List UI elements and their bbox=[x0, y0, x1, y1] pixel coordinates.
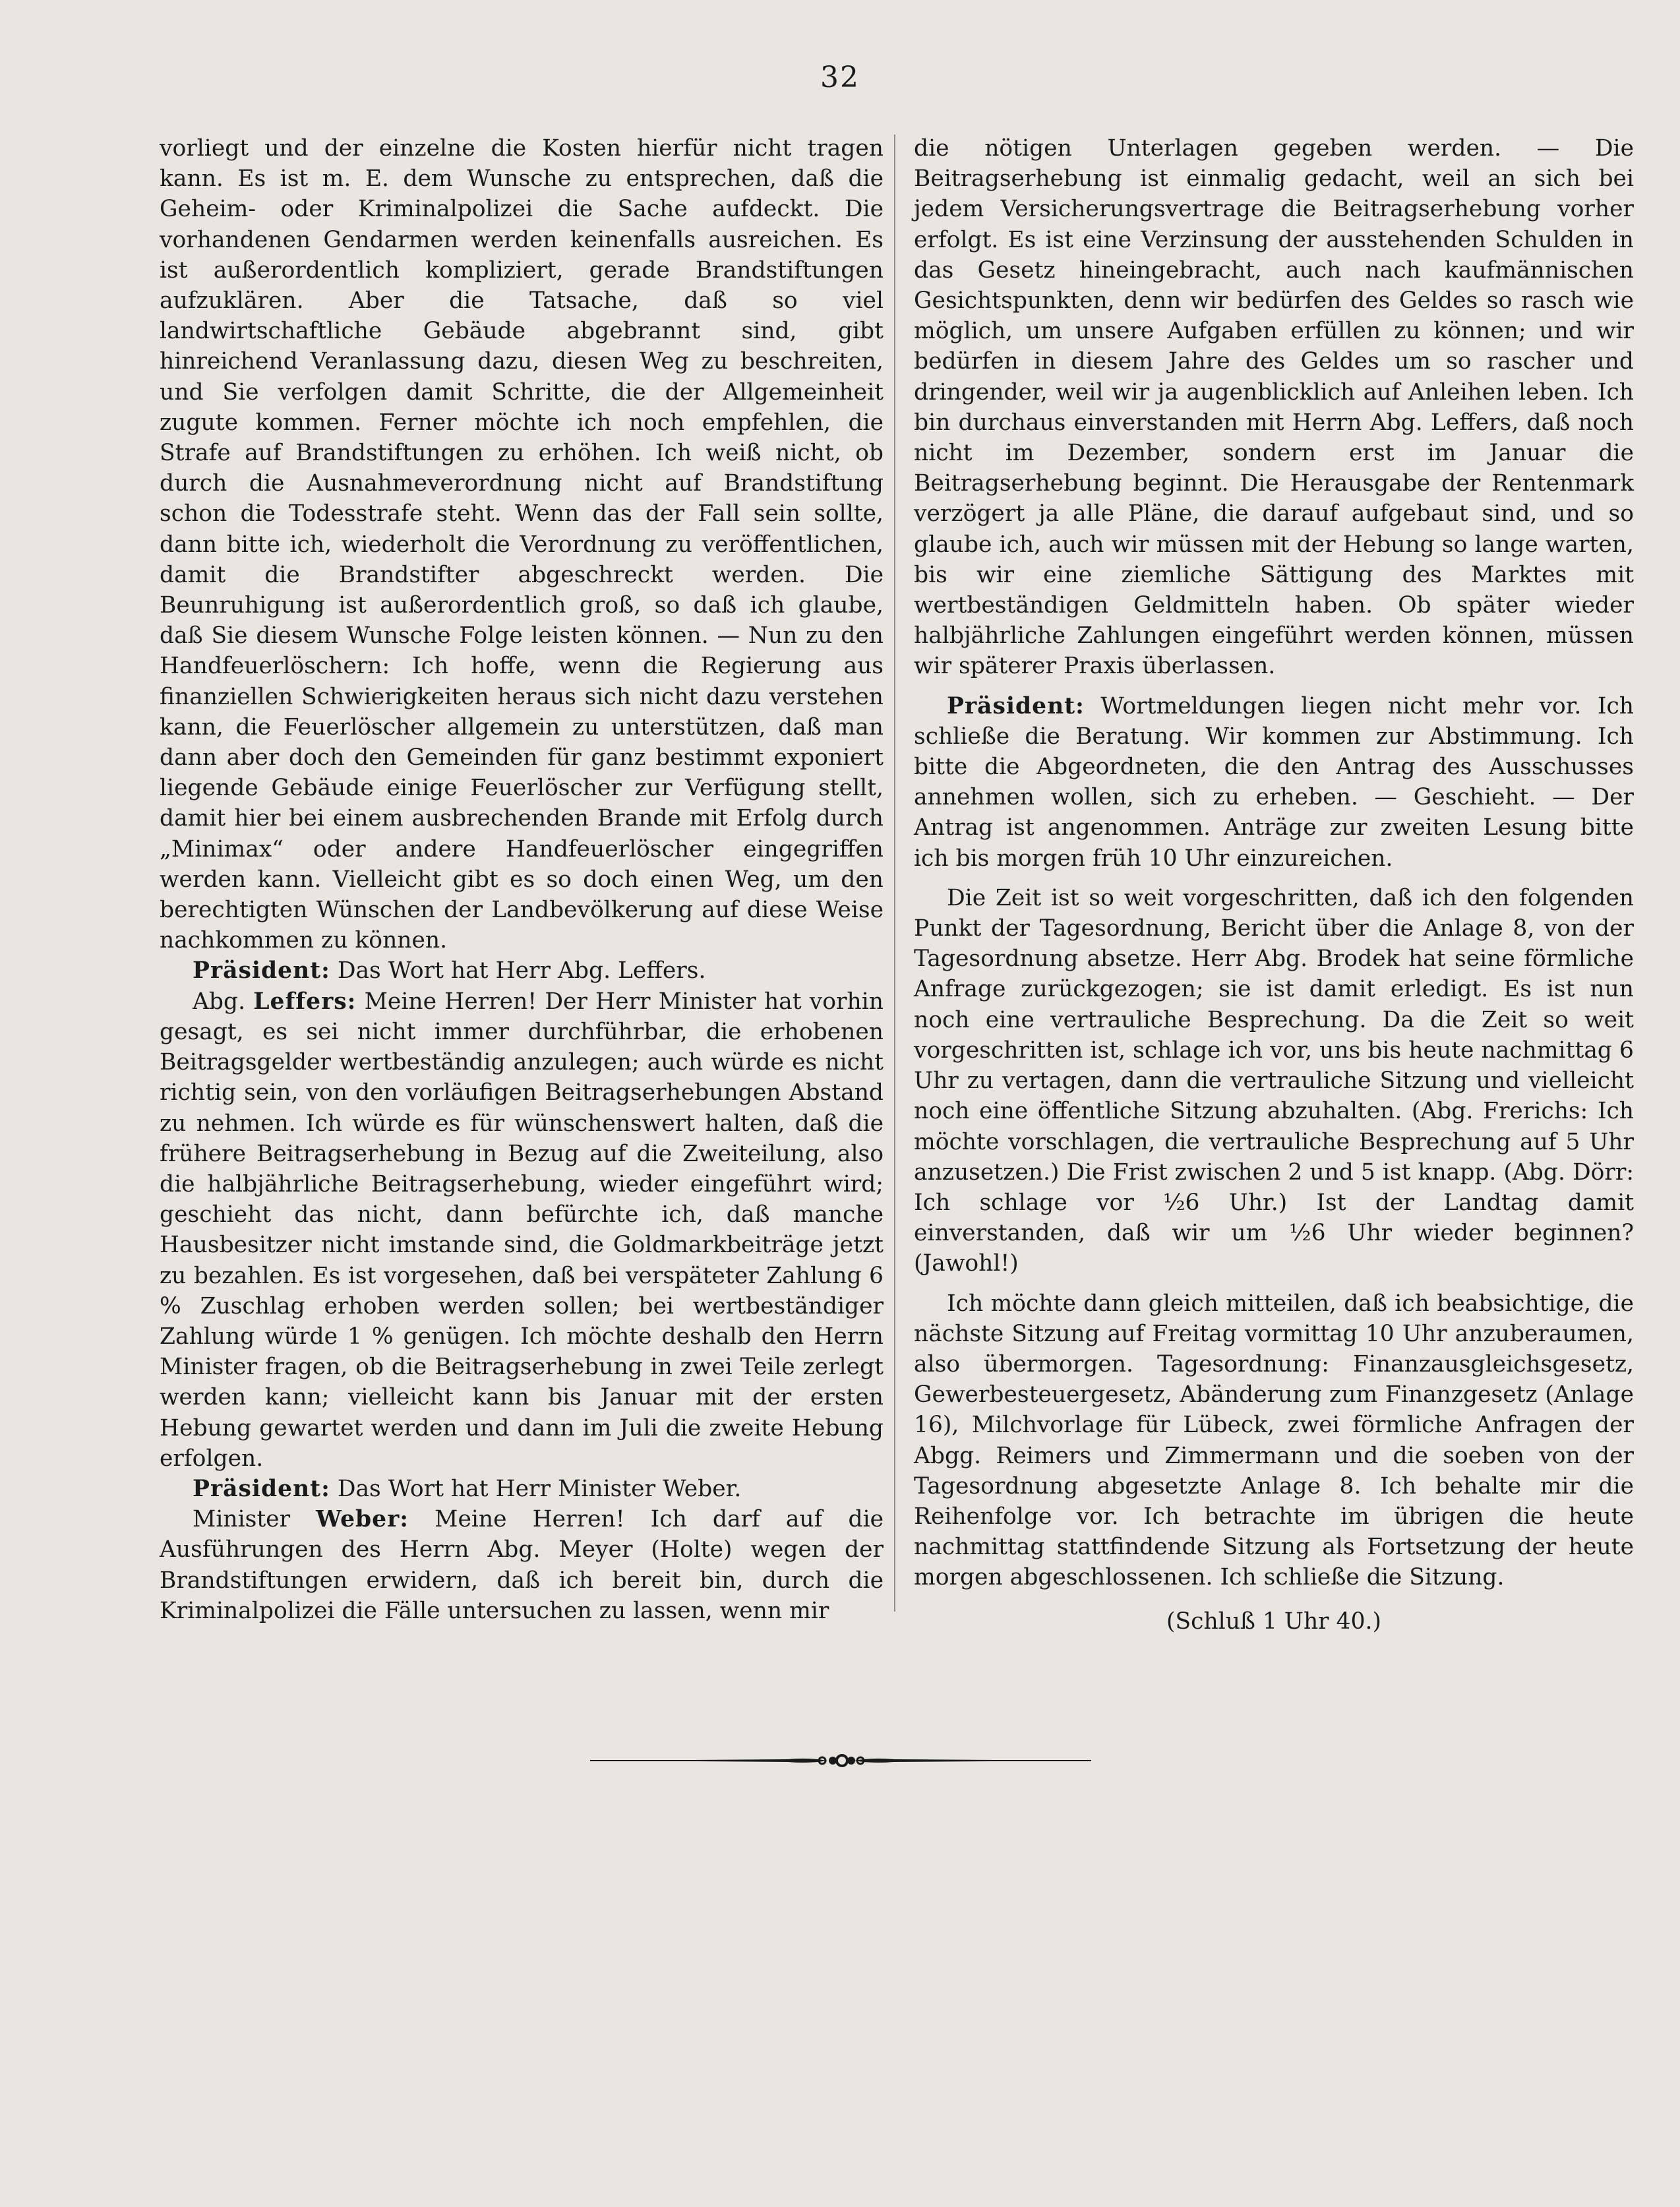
left-column bbox=[160, 133, 884, 1626]
speaker-title-abg: Abg. bbox=[193, 988, 246, 1015]
right-paragraph-4: Ich möchte dann gleich mitteilen, daß ich beabsichtige, die nächste Sitzung auf Freitag vormittag 10 Uhr anzuberaumen, also übermorgen. Tagesordnung: Finanzausgleichsgesetz, Gewerbesteuergesetz, Abänderung zum Finanzgesetz (Anlage 16), Milchvorlage für Lübeck, zwei förmliche Anfragen der Abgg. Reimers und Zimmermann und die soeben von der Tagesordnung abgesetzte Anlage 8. Ich behalte mir die Reihenfolge vor. Ich betrachte im übrigen die heute nachmittag stattfindende Sitzung als Fortsetzung der heute morgen abgeschlossenen. Ich schließe die Sitzung. bbox=[914, 1290, 1634, 1591]
ornament-divider-icon bbox=[590, 1747, 1091, 1774]
right-paragraph-3: Die Zeit ist so weit vorgeschritten, daß ich den folgenden Punkt der Tagesordnung, Bericht über die Anlage 8, von der Tagesordnung absetze. Herr Abg. Brodek hat seine förmliche Anfrage zurückgezogen; sie ist damit erledigt. Es ist nun noch eine vertrauliche Besprechung. Da die Zeit so weit vorgeschritten ist, schlage ich vor, uns bis heute nachmittag 6 Uhr zu vertagen, dann die vertrauliche Sitzung und vielleicht noch eine öffentliche Sitzung abzuhalten. (Abg. Frerichs: Ich möchte vorschlagen, die vertrauliche Besprechung auf 5 Uhr anzusetzen.) Die Frist zwischen 2 und 5 ist knapp. (Abg. Dörr: Ich schlage vor ½6 Uhr.) Ist der Landtag damit einverstanden, daß wir um ½6 Uhr wieder beginnen? (Jawohl!) bbox=[914, 884, 1634, 1277]
right-column bbox=[914, 133, 1634, 1637]
speaker-title-minister: Minister bbox=[193, 1506, 291, 1533]
column-divider bbox=[894, 135, 895, 1612]
left-paragraph-4 bbox=[160, 1474, 884, 1504]
speaker-weber: Weber: bbox=[316, 1506, 409, 1533]
right-paragraph-1: die nötigen Unterlagen gegeben werden. — Die Beitragserhebung ist einmalig gedacht, weil an sich bei jedem Versicherungsvertrage die Beitragserhebung vorher erfolgt. Es ist eine Verzinsung der ausstehenden Schulden in das Gesetz hineingebracht, auch nach kaufmännischen Gesichtspunkten, denn wir bedürfen des Geldes so rasch wie möglich, um unsere Aufgaben erfüllen zu können; und wir bedürfen in diesem Jahre des Geldes um so rascher und dringender, weil wir ja augenblicklich auf Anleihen leben. Ich bin durchaus einverstanden mit Herrn Abg. Leffers, daß noch nicht im Dezember, sondern erst im Januar die Beitragserhebung beginnt. Die Herausgabe der Rentenmark verzögert ja alle Pläne, die darauf aufgebaut sind, und so glaube ich, auch wir müssen mit der Hebung so lange warten, bis wir eine ziemliche Sättigung des Marktes mit wertbeständigen Geldmitteln haben. Ob später wieder halbjährliche Zahlungen eingeführt werden können, müssen wir späterer Praxis überlassen. bbox=[914, 135, 1634, 680]
left-paragraph-5-text: Meine Herren! Ich darf auf die Ausführungen des Herrn Abg. Meyer (Holte) wegen der Brandstiftungen erwidern, daß ich bereit bin, durch die Kriminalpolizei die Fälle untersuchen zu lassen, wenn mir bbox=[160, 1506, 884, 1624]
speaker-leffers: Leffers: bbox=[253, 988, 357, 1015]
speaker-praesident-2: Präsident: bbox=[193, 1475, 330, 1502]
left-paragraph-2-text: Das Wort hat Herr Abg. Leffers. bbox=[337, 957, 706, 984]
left-paragraph-1: vorliegt und der einzelne die Kosten hierfür nicht tragen kann. Es ist m. E. dem Wunsche zu entsprechen, daß die Geheim- oder Kriminalpolizei die Sache aufdeckt. Die vorhandenen Gendarmen werden keinenfalls ausreichen. Es ist außerordentlich kompliziert, gerade Brandstiftungen aufzuklären. Aber die Tatsache, daß so viel landwirtschaftliche Gebäude abgebrannt sind, gibt hinreichend Veranlassung dazu, diesen Weg zu beschreiten, und Sie verfolgen damit Schritte, die der Allgemeinheit zugute kommen. Ferner möchte ich noch empfehlen, die Strafe auf Brandstiftungen zu erhöhen. Ich weiß nicht, ob durch die Ausnahmeverordnung nicht auf Brandstiftung schon die Todesstrafe steht. Wenn das der Fall sein sollte, dann bitte ich, wiederholt die Verordnung zu veröffentlichen, damit die Brandstifter abgeschreckt werden. Die Beunruhigung ist außerordentlich groß, so daß ich glaube, daß Sie diesem Wunsche Folge leisten können. — Nun zu den Handfeuerlöschern: Ich hoffe, wenn die Regierung aus finanziellen Schwierigkeiten heraus sich nicht dazu verstehen kann, die Feuerlöscher allgemein zu unterstützen, daß man dann aber doch den Gemeinden für ganz bestimmt exponiert liegende Gebäude einige Feuerlöscher zur Verfügung stellt, damit hier bei einem ausbrechenden Brande mit Erfolg durch „Minimax“ oder andere Handfeuerlöscher eingegriffen werden kann. Vielleicht gibt es so doch einen Weg, um den berechtigten Wünschen der Landbevölkerung auf diese Weise nachkommen zu können. bbox=[160, 135, 884, 954]
left-paragraph-4-text: Das Wort hat Herr Minister Weber. bbox=[337, 1475, 742, 1502]
speaker-praesident: Präsident: bbox=[193, 957, 330, 984]
closing-note: (Schluß 1 Uhr 40.) bbox=[1166, 1608, 1381, 1635]
left-paragraph-3 bbox=[160, 986, 884, 1474]
left-paragraph-3-text: Meine Herren! Der Herr Minister hat vorhin gesagt, es sei nicht immer durchführbar, die erhobenen Beitragsgelder wertbeständig anzulegen; auch würde es nicht richtig sein, von den vorläufigen Beitragserhebungen Abstand zu nehmen. Ich würde es für wünschenswert halten, daß die frühere Beitragserhebung in Bezug auf die Zweiteilung, also die halbjährliche Beitragserhebung, wieder eingeführt wird; geschieht das nicht, dann befürchte ich, daß manche Hausbesitzer nicht imstande sind, die Goldmarkbeiträge jetzt zu bezahlen. Es ist vorgesehen, daß bei verspäteter Zahlung 6 % Zuschlag erhoben werden sollen; bei wertbeständiger Zahlung würde 1 % genügen. Ich möchte deshalb den Herrn Minister fragen, ob die Beitragserhebung in zwei Teile zerlegt werden kann; vielleicht kann bis Januar mit der ersten Hebung gewartet werden und dann im Juli die zweite Hebung erfolgen. bbox=[160, 988, 884, 1472]
left-paragraph-2 bbox=[160, 955, 884, 986]
right-paragraph-2 bbox=[914, 691, 1634, 874]
left-paragraph-5 bbox=[160, 1504, 884, 1626]
right-paragraph-2-text: Wortmeldungen liegen nicht mehr vor. Ich schließe die Beratung. Wir kommen zur Abstimmung. Ich bitte die Abgeordneten, die den Antrag des Ausschusses annehmen wollen, sich zu erheben. — Geschieht. — Der Antrag ist angenommen. Anträge zur zweiten Lesung bitte ich bis morgen früh 10 Uhr einzureichen. bbox=[914, 692, 1635, 872]
page-number: 32 bbox=[820, 61, 860, 94]
speaker-praesident-3: Präsident: bbox=[947, 692, 1085, 719]
